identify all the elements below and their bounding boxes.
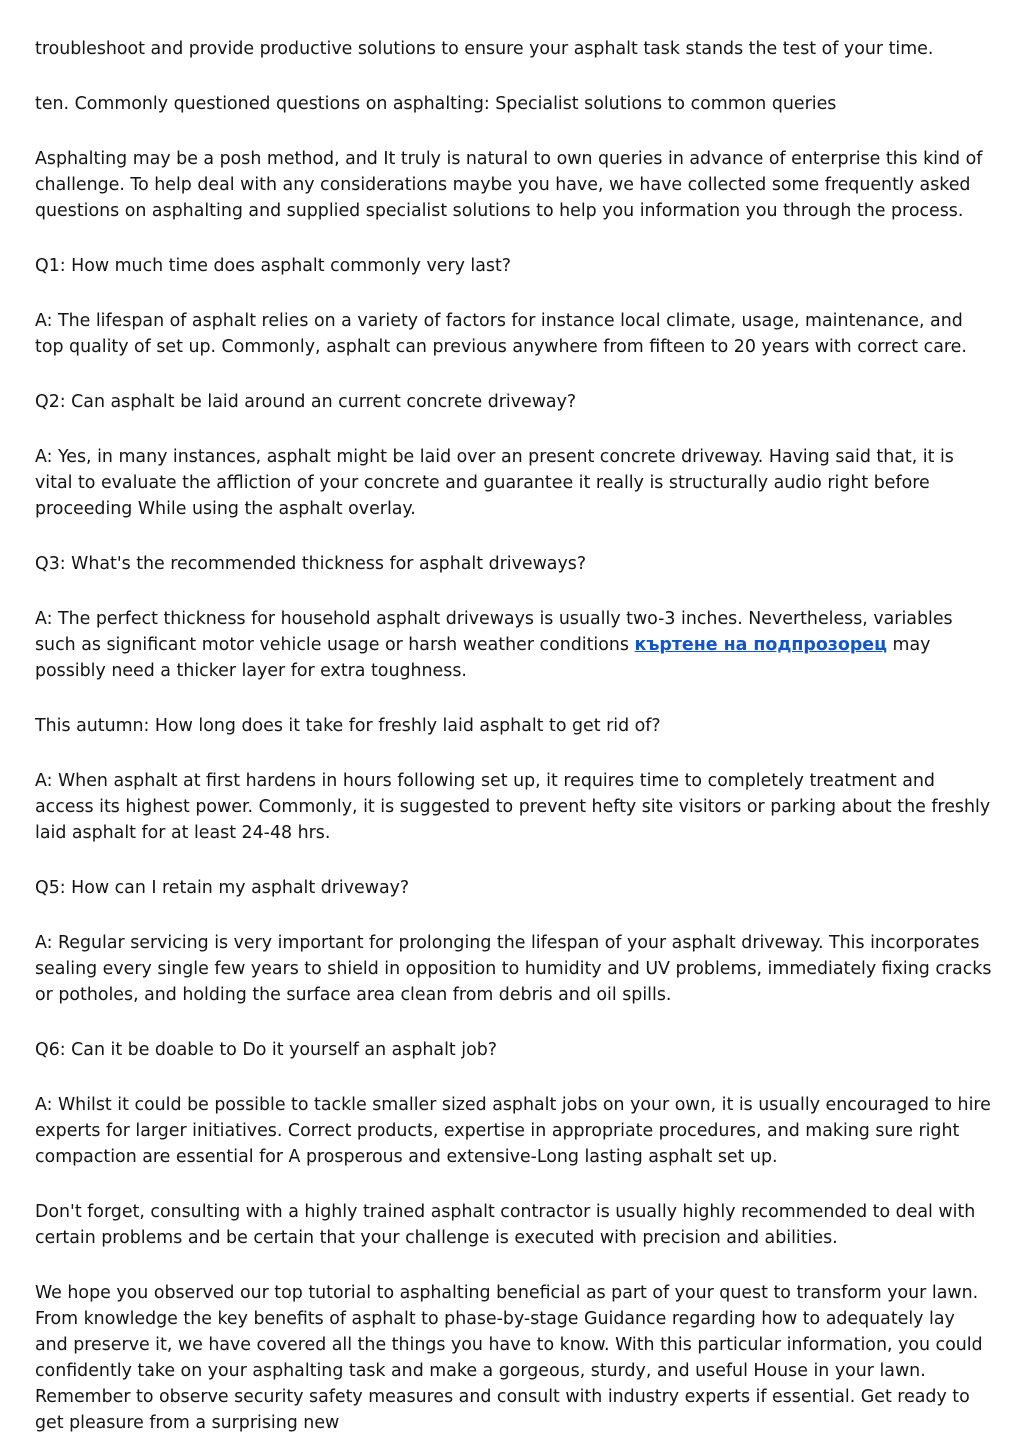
answer-q3-text-after: may possibly need a thicker layer for extra toughness. (35, 635, 931, 681)
question-q6: Q6: Can it be doable to Do it yourself an asphalt job? (35, 1040, 497, 1060)
question-q4: This autumn: How long does it take for freshly laid asphalt to get rid of? (35, 716, 661, 736)
question-q2: Q2: Can asphalt be laid around an current concrete driveway? (35, 392, 577, 412)
paragraph-faq-intro: Asphalting may be a posh method, and It truly is natural to own queries in advance of enterprise this kind of challenge. To help deal with any considerations maybe you have, we have collected some frequently asked questions on asphalting and supplied specialist solutions to help you information you through the process. (35, 149, 983, 221)
paragraph-conclusion: We hope you observed our top tutorial to asphalting beneficial as part of your quest to transform your lawn. From knowledge the key benefits of asphalt to phase-by-stage Guidance regarding how to adequately lay and preserve it, we have covered all the things you have to know. With this particular information, you could confidently take on your asphalting task and make a gorgeous, sturdy, and useful House in your lawn. Remember to observe security safety measures and consult with industry experts if essential. Get ready to get pleasure from a surprising new (35, 1283, 983, 1433)
inline-link[interactable]: къртене на подпрозорец (634, 635, 887, 655)
answer-q4: A: When asphalt at first hardens in hours following set up, it requires time to completely treatment and access its highest power. Commonly, it is suggested to prevent hefty site visitors or parking about the freshly laid asphalt for at least 24-48 hrs. (35, 771, 991, 843)
question-q5: Q5: How can I retain my asphalt driveway? (35, 878, 410, 898)
question-q1: Q1: How much time does asphalt commonly very last? (35, 256, 512, 276)
answer-q1: A: The lifespan of asphalt relies on a variety of factors for instance local climate, usage, maintenance, and top quality of set up. Commonly, asphalt can previous anywhere from fifteen to 20 years with correct care. (35, 311, 967, 357)
answer-q2: A: Yes, in many instances, asphalt might be laid over an present concrete driveway. Having said that, it is vital to evaluate the affliction of your concrete and guarantee it really is structurally audio right before proceeding While using the asphalt overlay. (35, 447, 954, 519)
question-q3: Q3: What's the recommended thickness for asphalt driveways? (35, 554, 587, 574)
answer-q3 (35, 606, 993, 684)
answer-q5: A: Regular servicing is very important for prolonging the lifespan of your asphalt driveway. This incorporates sealing every single few years to shield in opposition to humidity and UV problems, immediately fixing cracks or potholes, and holding the surface area clean from debris and oil spills. (35, 933, 992, 1005)
paragraph-reminder: Don't forget, consulting with a highly trained asphalt contractor is usually highly recommended to deal with certain problems and be certain that your challenge is executed with precision and abilities. (35, 1202, 976, 1248)
heading-faq: ten. Commonly questioned questions on asphalting: Specialist solutions to common queries (35, 94, 837, 114)
answer-q3-text-before: A: The perfect thickness for household asphalt driveways is usually two-3 inches. Nevertheless, variables such as significant motor vehicle usage or harsh weather conditions (35, 609, 953, 655)
answer-q6: A: Whilst it could be possible to tackle smaller sized asphalt jobs on your own, it is usually encouraged to hire experts for larger initiatives. Correct products, expertise in appropriate procedures, and making sure right compaction are essential for A prosperous and extensive-Long lasting asphalt set up. (35, 1095, 991, 1167)
paragraph-troubleshoot: troubleshoot and provide productive solutions to ensure your asphalt task stands the test of your time. (35, 39, 934, 59)
document-body (35, 36, 993, 1436)
